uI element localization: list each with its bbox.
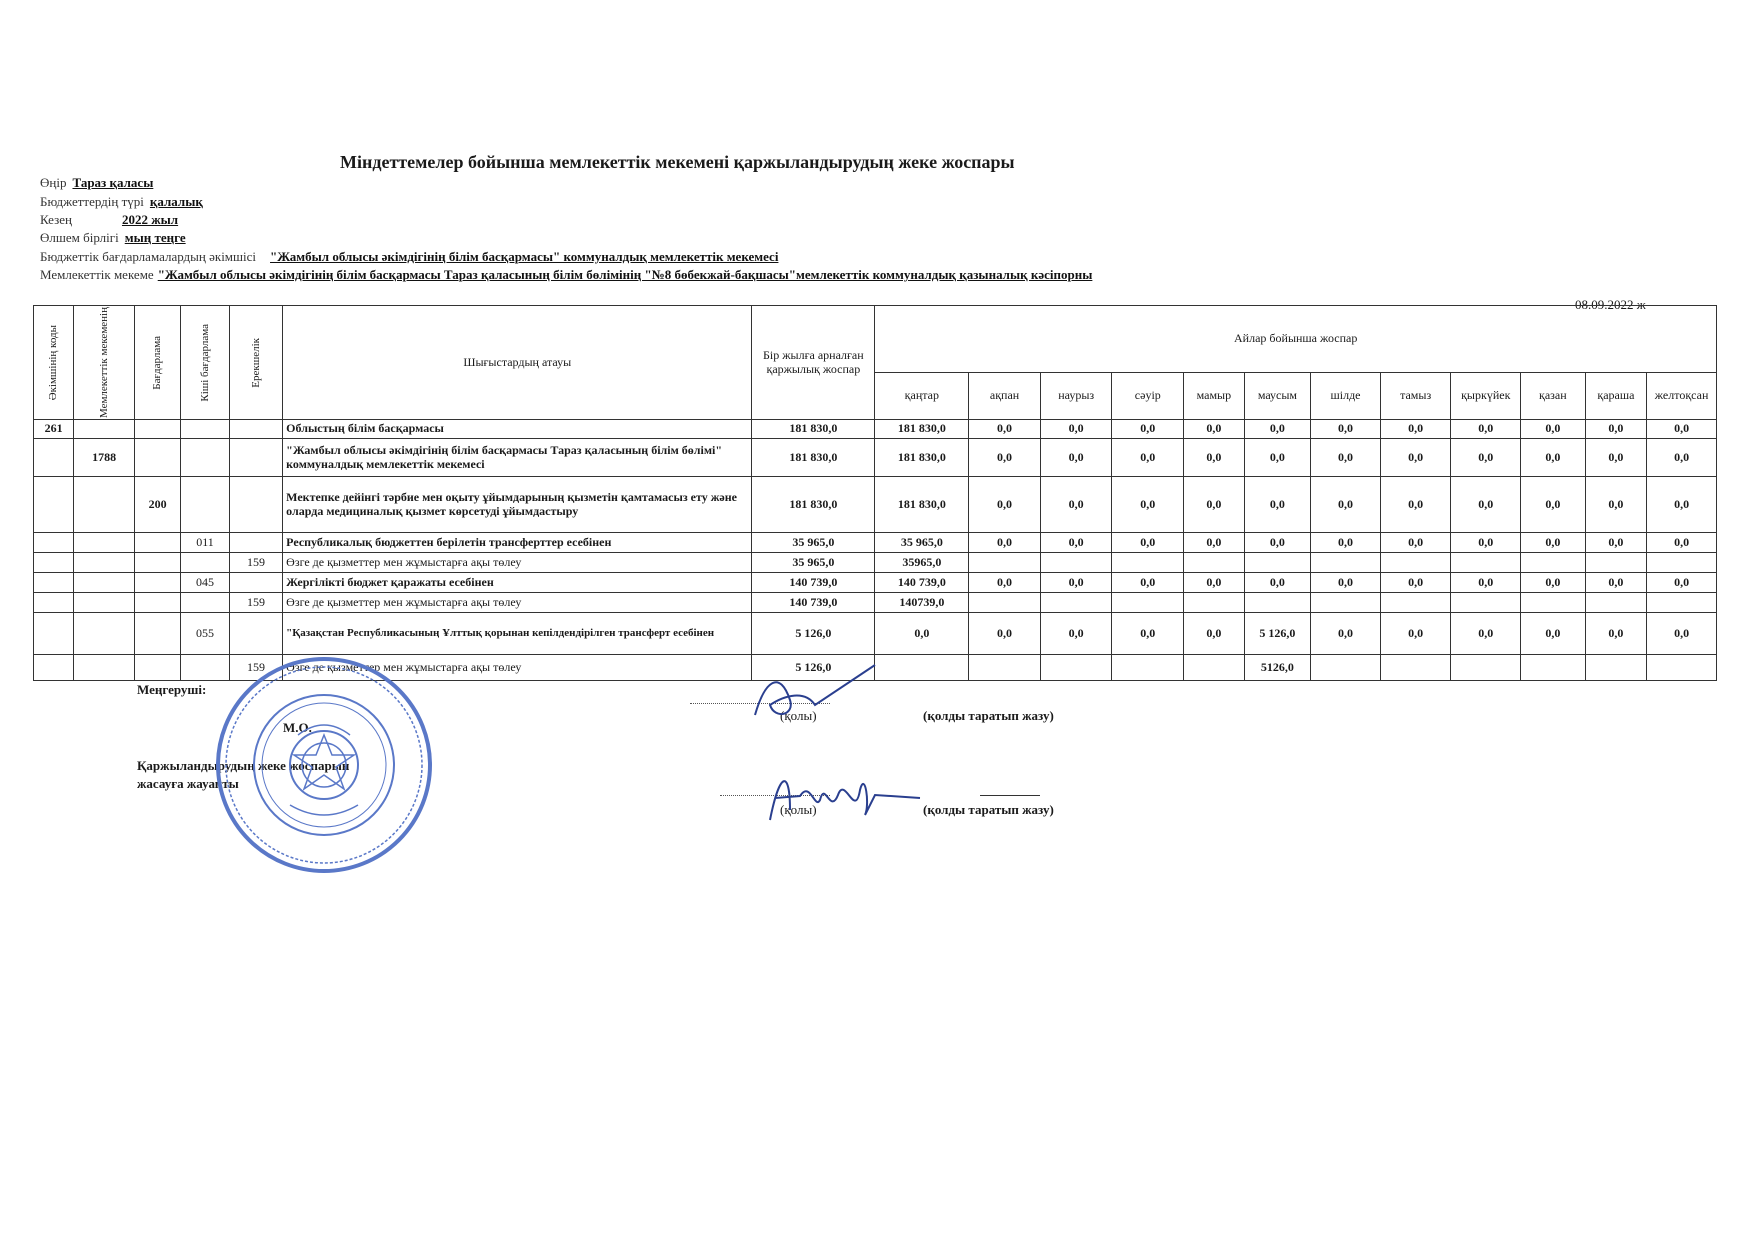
month-value-cell: 0,0 bbox=[1380, 477, 1451, 533]
month-value-cell bbox=[1184, 593, 1245, 613]
month-value-cell: 181 830,0 bbox=[875, 477, 969, 533]
code-cell bbox=[181, 420, 229, 439]
header-month: тамыз bbox=[1380, 373, 1451, 420]
expense-name-cell: Өзге де қызметтер мен жұмыстарға ақы төлеу bbox=[283, 655, 752, 681]
month-value-cell: 0,0 bbox=[969, 573, 1041, 593]
table-row bbox=[34, 533, 1717, 553]
table-row bbox=[34, 553, 1717, 573]
header-month: қыркүйек bbox=[1451, 373, 1521, 420]
month-value-cell bbox=[1040, 655, 1112, 681]
meta-period: Кезең 2022 жыл bbox=[40, 212, 179, 227]
header-akim-code: Әкімшінің коды bbox=[47, 324, 60, 401]
code-cell bbox=[134, 655, 180, 681]
month-value-cell: 0,0 bbox=[1311, 477, 1381, 533]
month-value-cell: 0,0 bbox=[1184, 573, 1245, 593]
expense-name-cell: "Жамбыл облысы әкімдігінің білім басқармасы Тараз қаласының білім бөлімі" коммуналдық мемлекеттік мекемесі bbox=[283, 439, 752, 477]
meta-program-admin: Бюджеттік бағдарламалардың әкімшісі "Жамбыл облысы әкімдігінің білім басқармасы" коммуналдық мемлекеттік мекемесі bbox=[40, 249, 779, 264]
month-value-cell: 0,0 bbox=[1521, 613, 1586, 655]
month-value-cell: 0,0 bbox=[1521, 573, 1586, 593]
month-value-cell: 0,0 bbox=[1112, 533, 1184, 553]
month-value-cell: 0,0 bbox=[1112, 420, 1184, 439]
page-title: Міндеттемелер бойынша мемлекеттік мекемені қаржыландырудың жеке жоспары bbox=[340, 152, 1015, 172]
month-value-cell: 0,0 bbox=[1040, 613, 1112, 655]
code-cell: 055 bbox=[181, 613, 229, 655]
month-value-cell bbox=[1521, 593, 1586, 613]
month-value-cell: 0,0 bbox=[1521, 477, 1586, 533]
month-value-cell: 0,0 bbox=[875, 613, 969, 655]
month-value-cell: 0,0 bbox=[1112, 477, 1184, 533]
header-month: сәуір bbox=[1112, 373, 1184, 420]
month-value-cell bbox=[1585, 553, 1647, 573]
month-value-cell: 0,0 bbox=[1585, 439, 1647, 477]
month-value-cell bbox=[1311, 553, 1381, 573]
code-cell: 261 bbox=[34, 420, 74, 439]
month-value-cell bbox=[1244, 553, 1311, 573]
month-value-cell: 35965,0 bbox=[875, 553, 969, 573]
annual-plan-cell: 35 965,0 bbox=[752, 533, 875, 553]
header-specific: Ерекшелік bbox=[249, 337, 262, 388]
code-cell bbox=[181, 439, 229, 477]
month-value-cell: 0,0 bbox=[1244, 439, 1311, 477]
code-cell bbox=[74, 613, 135, 655]
code-cell bbox=[34, 613, 74, 655]
month-value-cell: 0,0 bbox=[1040, 533, 1112, 553]
month-value-cell: 0,0 bbox=[1311, 613, 1381, 655]
header-monthly-plan: Айлар бойынша жоспар bbox=[875, 306, 1717, 373]
month-value-cell: 0,0 bbox=[1040, 420, 1112, 439]
month-value-cell: 181 830,0 bbox=[875, 439, 969, 477]
code-cell bbox=[134, 613, 180, 655]
annual-plan-cell: 181 830,0 bbox=[752, 439, 875, 477]
month-value-cell bbox=[1040, 593, 1112, 613]
month-value-cell: 0,0 bbox=[1585, 613, 1647, 655]
header-month: ақпан bbox=[969, 373, 1041, 420]
header-subprogram: Кіші бағдарлама bbox=[198, 323, 211, 402]
month-value-cell: 0,0 bbox=[1244, 573, 1311, 593]
month-value-cell bbox=[1112, 593, 1184, 613]
month-value-cell bbox=[969, 593, 1041, 613]
code-cell bbox=[229, 439, 282, 477]
code-cell: 1788 bbox=[74, 439, 135, 477]
month-value-cell: 0,0 bbox=[1451, 573, 1521, 593]
month-value-cell bbox=[1521, 655, 1586, 681]
month-value-cell: 0,0 bbox=[1647, 477, 1717, 533]
month-value-cell: 0,0 bbox=[1184, 477, 1245, 533]
month-value-cell bbox=[1585, 655, 1647, 681]
month-value-cell bbox=[1521, 553, 1586, 573]
month-value-cell bbox=[969, 553, 1041, 573]
header-state-institution: Мемлекеттік мекеменің bbox=[97, 307, 110, 419]
code-cell: 159 bbox=[229, 655, 282, 681]
code-cell bbox=[181, 477, 229, 533]
code-cell bbox=[34, 439, 74, 477]
code-cell: 159 bbox=[229, 593, 282, 613]
code-cell bbox=[229, 613, 282, 655]
code-cell: 159 bbox=[229, 553, 282, 573]
month-value-cell: 0,0 bbox=[1451, 533, 1521, 553]
code-cell: 045 bbox=[181, 573, 229, 593]
month-value-cell: 140 739,0 bbox=[875, 573, 969, 593]
official-seal bbox=[214, 655, 434, 875]
month-value-cell: 0,0 bbox=[1380, 533, 1451, 553]
month-value-cell: 0,0 bbox=[1112, 613, 1184, 655]
sign-label: (қолы) bbox=[780, 708, 817, 723]
month-value-cell: 0,0 bbox=[1585, 477, 1647, 533]
month-value-cell: 5 126,0 bbox=[1244, 613, 1311, 655]
expense-name-cell: "Қазақстан Республикасының Ұлттық қорынан кепілдендірілген трансферт есебінен bbox=[283, 613, 752, 655]
code-cell bbox=[74, 655, 135, 681]
expense-name-cell: Республикалық бюджеттен берілетін трансферттер есебінен bbox=[283, 533, 752, 553]
code-cell bbox=[34, 533, 74, 553]
month-value-cell: 181 830,0 bbox=[875, 420, 969, 439]
code-cell bbox=[34, 573, 74, 593]
table-row bbox=[34, 593, 1717, 613]
code-cell bbox=[134, 593, 180, 613]
code-cell bbox=[134, 533, 180, 553]
code-cell: 200 bbox=[134, 477, 180, 533]
header-expense-name: Шығыстардың атауы bbox=[283, 306, 752, 420]
expense-name-cell: Облыстың білім басқармасы bbox=[283, 420, 752, 439]
expense-name-cell: Өзге де қызметтер мен жұмыстарға ақы төлеу bbox=[283, 593, 752, 613]
month-value-cell: 0,0 bbox=[1311, 533, 1381, 553]
month-value-cell: 0,0 bbox=[1451, 420, 1521, 439]
month-value-cell bbox=[1647, 655, 1717, 681]
annual-plan-cell: 181 830,0 bbox=[752, 420, 875, 439]
month-value-cell: 0,0 bbox=[969, 477, 1041, 533]
month-value-cell: 0,0 bbox=[969, 420, 1041, 439]
code-cell bbox=[74, 420, 135, 439]
meta-state-institution: Мемлекеттік мекеме "Жамбыл облысы әкімдігінің білім басқармасы Тараз қаласының білім бөлімінің "№8 бөбекжай-бақшасы"мемлекеттік коммуналдық қазыналық кәсіпорны bbox=[40, 267, 1093, 282]
month-value-cell: 0,0 bbox=[1380, 613, 1451, 655]
sign-label: (қолы) bbox=[780, 802, 817, 817]
month-value-cell bbox=[1380, 553, 1451, 573]
month-value-cell: 0,0 bbox=[1585, 533, 1647, 553]
month-value-cell: 0,0 bbox=[1647, 420, 1717, 439]
month-value-cell: 0,0 bbox=[1585, 573, 1647, 593]
month-value-cell: 0,0 bbox=[1040, 573, 1112, 593]
code-cell: 011 bbox=[181, 533, 229, 553]
code-cell bbox=[134, 420, 180, 439]
code-cell bbox=[181, 593, 229, 613]
header-month: наурыз bbox=[1040, 373, 1112, 420]
month-value-cell: 0,0 bbox=[1040, 477, 1112, 533]
month-value-cell: 0,0 bbox=[1451, 613, 1521, 655]
decode-line bbox=[980, 795, 1040, 796]
month-value-cell: 0,0 bbox=[1311, 573, 1381, 593]
month-value-cell: 0,0 bbox=[969, 613, 1041, 655]
month-value-cell: 0,0 bbox=[1647, 439, 1717, 477]
header-annual-plan: Бір жылға арналған қаржылық жоспар bbox=[752, 306, 875, 420]
month-value-cell: 0,0 bbox=[1451, 477, 1521, 533]
month-value-cell: 0,0 bbox=[1380, 420, 1451, 439]
annual-plan-cell: 5 126,0 bbox=[752, 613, 875, 655]
responsible-label-1: Қаржыландырудың жеке жоспарын bbox=[137, 758, 350, 773]
month-value-cell bbox=[969, 655, 1041, 681]
month-value-cell: 0,0 bbox=[1311, 439, 1381, 477]
month-value-cell: 0,0 bbox=[1184, 613, 1245, 655]
header-month: мамыр bbox=[1184, 373, 1245, 420]
table-row bbox=[34, 613, 1717, 655]
month-value-cell bbox=[875, 655, 969, 681]
code-cell bbox=[74, 477, 135, 533]
month-value-cell: 0,0 bbox=[969, 439, 1041, 477]
expense-name-cell: Мектепке дейінгі тәрбие мен оқыту ұйымдарының қызметін қамтамасыз ету және оларда медициналық қызмет көрсетуді ұйымдастыру bbox=[283, 477, 752, 533]
month-value-cell: 0,0 bbox=[1380, 573, 1451, 593]
code-cell bbox=[74, 593, 135, 613]
month-value-cell: 0,0 bbox=[1380, 439, 1451, 477]
month-value-cell bbox=[1311, 655, 1381, 681]
annual-plan-cell: 140 739,0 bbox=[752, 593, 875, 613]
month-value-cell: 0,0 bbox=[1521, 420, 1586, 439]
code-cell bbox=[134, 439, 180, 477]
month-value-cell bbox=[1244, 593, 1311, 613]
code-cell bbox=[74, 553, 135, 573]
code-cell bbox=[34, 553, 74, 573]
table-row bbox=[34, 477, 1717, 533]
month-value-cell: 0,0 bbox=[1112, 439, 1184, 477]
annual-plan-cell: 181 830,0 bbox=[752, 477, 875, 533]
header-month: қаңтар bbox=[875, 373, 969, 420]
code-cell bbox=[74, 533, 135, 553]
month-value-cell: 0,0 bbox=[1521, 439, 1586, 477]
header-month: маусым bbox=[1244, 373, 1311, 420]
month-value-cell bbox=[1184, 655, 1245, 681]
month-value-cell: 0,0 bbox=[969, 533, 1041, 553]
code-cell bbox=[34, 655, 74, 681]
header-month: шілде bbox=[1311, 373, 1381, 420]
month-value-cell: 0,0 bbox=[1112, 573, 1184, 593]
month-value-cell: 0,0 bbox=[1184, 533, 1245, 553]
expense-name-cell: Жергілікті бюджет қаражаты есебінен bbox=[283, 573, 752, 593]
month-value-cell bbox=[1184, 553, 1245, 573]
code-cell bbox=[34, 593, 74, 613]
code-cell bbox=[74, 573, 135, 593]
table-row bbox=[34, 573, 1717, 593]
month-value-cell bbox=[1311, 593, 1381, 613]
expense-name-cell: Өзге де қызметтер мен жұмыстарға ақы төлеу bbox=[283, 553, 752, 573]
manager-signature bbox=[745, 660, 885, 740]
meta-region: Өңір Тараз қаласы bbox=[40, 175, 154, 190]
code-cell bbox=[34, 477, 74, 533]
month-value-cell bbox=[1451, 553, 1521, 573]
code-cell bbox=[134, 573, 180, 593]
month-value-cell bbox=[1040, 553, 1112, 573]
table-row bbox=[34, 420, 1717, 439]
mo-label: М.О. bbox=[283, 720, 312, 735]
annual-plan-cell: 5 126,0 bbox=[752, 655, 875, 681]
month-value-cell bbox=[1451, 655, 1521, 681]
responsible-signature bbox=[760, 760, 930, 840]
header-program: Бағдарлама bbox=[151, 335, 164, 390]
code-cell bbox=[229, 573, 282, 593]
annual-plan-cell: 140 739,0 bbox=[752, 573, 875, 593]
header-month: желтоқсан bbox=[1647, 373, 1717, 420]
code-cell bbox=[181, 553, 229, 573]
month-value-cell: 0,0 bbox=[1244, 420, 1311, 439]
month-value-cell bbox=[1112, 553, 1184, 573]
header-month: қазан bbox=[1521, 373, 1586, 420]
document-date: 08.09.2022 ж bbox=[1575, 297, 1646, 312]
month-value-cell bbox=[1647, 553, 1717, 573]
manager-label: Меңгеруші: bbox=[137, 682, 207, 697]
sign-decode-label: (қолды таратып жазу) bbox=[923, 802, 1054, 817]
month-value-cell bbox=[1585, 593, 1647, 613]
annual-plan-cell: 35 965,0 bbox=[752, 553, 875, 573]
meta-unit: Өлшем бірлігі мың теңге bbox=[40, 230, 186, 245]
sign-decode-label: (қолды таратып жазу) bbox=[923, 708, 1054, 723]
meta-budget-type: Бюджеттердің түрі қалалық bbox=[40, 194, 203, 209]
month-value-cell bbox=[1451, 593, 1521, 613]
code-cell bbox=[229, 420, 282, 439]
month-value-cell: 0,0 bbox=[1647, 573, 1717, 593]
month-value-cell: 0,0 bbox=[1451, 439, 1521, 477]
code-cell bbox=[134, 553, 180, 573]
month-value-cell: 0,0 bbox=[1647, 533, 1717, 553]
month-value-cell: 0,0 bbox=[1040, 439, 1112, 477]
month-value-cell bbox=[1647, 593, 1717, 613]
responsible-label-2: жасауға жауапты bbox=[137, 776, 239, 791]
code-cell bbox=[229, 477, 282, 533]
month-value-cell bbox=[1380, 655, 1451, 681]
month-value-cell: 0,0 bbox=[1521, 533, 1586, 553]
month-value-cell: 0,0 bbox=[1585, 420, 1647, 439]
financing-plan-table bbox=[33, 305, 1717, 681]
month-value-cell: 0,0 bbox=[1244, 477, 1311, 533]
table-row bbox=[34, 439, 1717, 477]
code-cell bbox=[229, 533, 282, 553]
month-value-cell: 0,0 bbox=[1647, 613, 1717, 655]
month-value-cell: 0,0 bbox=[1311, 420, 1381, 439]
header-month: қараша bbox=[1585, 373, 1647, 420]
month-value-cell: 0,0 bbox=[1184, 439, 1245, 477]
month-value-cell bbox=[1380, 593, 1451, 613]
month-value-cell: 0,0 bbox=[1184, 420, 1245, 439]
month-value-cell: 5126,0 bbox=[1244, 655, 1311, 681]
month-value-cell bbox=[1112, 655, 1184, 681]
month-value-cell: 35 965,0 bbox=[875, 533, 969, 553]
month-value-cell: 0,0 bbox=[1244, 533, 1311, 553]
month-value-cell: 140739,0 bbox=[875, 593, 969, 613]
